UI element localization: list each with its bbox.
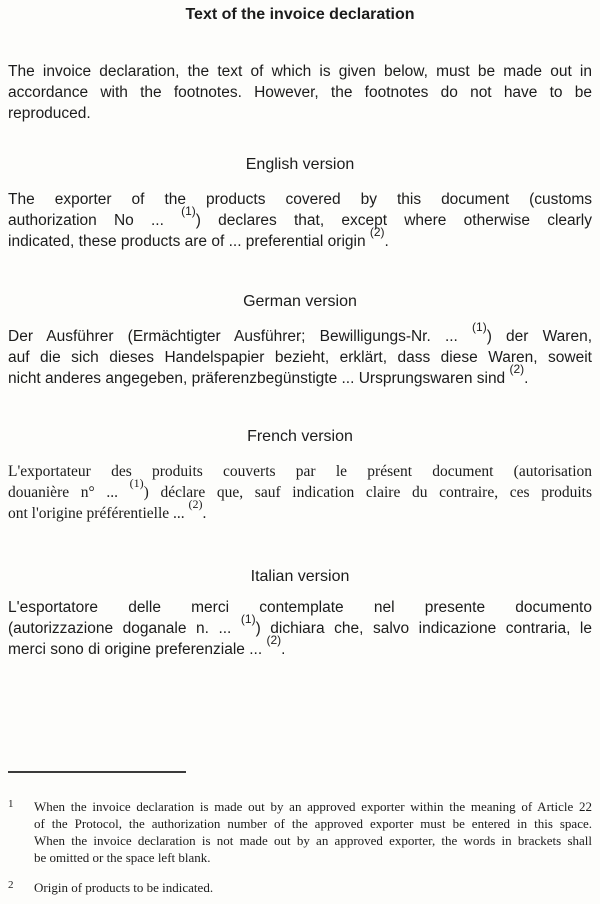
text-segment: . xyxy=(281,641,286,658)
footnote-ref: (2) xyxy=(266,632,282,647)
footnote-ref: (2) xyxy=(188,496,203,511)
italian-version-paragraph xyxy=(8,597,592,660)
text-segment: merci sono di origine preferenziale ... xyxy=(8,641,267,658)
text-segment: ) dichiara che, salvo indicazione contraria, le xyxy=(255,620,592,637)
text-line: accordance with the footnotes. However, the footnotes do not have to be xyxy=(8,84,592,101)
italian-version-heading: Italian version xyxy=(250,568,350,585)
footnote-ref: (1) xyxy=(129,475,144,490)
text-segment: nicht anderes angegeben, präferenzbegünstigte ... Ursprungswaren sind xyxy=(8,370,510,387)
text-segment: . xyxy=(202,505,207,522)
text-line xyxy=(8,224,592,252)
text-segment: L'esportatore delle merci contemplate nel presente documento xyxy=(8,599,592,616)
french-version-paragraph xyxy=(8,461,592,524)
section-italian-version xyxy=(8,567,592,660)
footnote-ref: (1) xyxy=(240,611,256,626)
text-line xyxy=(8,203,592,231)
text-line xyxy=(8,611,592,639)
text-segment: . xyxy=(524,370,529,387)
text-line: reproduced. xyxy=(8,105,91,122)
text-line xyxy=(8,319,592,347)
text-segment: Der Ausführer (Ermächtigter Ausführer; Bewilligungs-Nr. ... xyxy=(8,328,473,345)
text-segment: douanière n° ... xyxy=(8,484,130,501)
text-line xyxy=(8,461,592,482)
footnote-1-marker: 1 xyxy=(8,798,14,810)
page-title: Text of the invoice declaration xyxy=(185,6,415,23)
text-segment: . xyxy=(384,233,389,250)
text-segment: The exporter of the products covered by this document (customs xyxy=(8,191,592,208)
footnote-ref: (1) xyxy=(181,203,196,218)
german-version-paragraph xyxy=(8,319,592,389)
text-line: The invoice declaration, the text of which is given below, must be made out in xyxy=(8,63,592,80)
footnote-2-marker: 2 xyxy=(8,879,14,891)
text-segment: (autorizzazione doganale n. ... xyxy=(8,620,241,637)
english-version-heading: English version xyxy=(245,156,355,173)
intro-paragraph xyxy=(8,61,592,124)
footnote-1 xyxy=(8,798,592,866)
section-english-version xyxy=(8,155,592,252)
footnote-ref: (2) xyxy=(509,361,525,376)
text-line xyxy=(8,632,592,660)
text-segment: authorization No ... xyxy=(8,212,182,229)
footnote-ref: (1) xyxy=(472,319,487,334)
text-line: Origin of products to be indicated. xyxy=(34,880,214,895)
text-segment: ) declares that, except where otherwise clearly xyxy=(195,212,592,229)
section-french-version xyxy=(8,427,592,524)
footnote-ref: (2) xyxy=(369,224,385,239)
text-line xyxy=(8,597,592,618)
text-segment: indicated, these products are of ... preferential origin xyxy=(8,233,370,250)
section-german-version xyxy=(8,292,592,389)
text-line: of the Protocol, the authorization number of the approved exporter must be entered in this space. xyxy=(34,816,592,831)
text-line: When the invoice declaration is made out by an approved exporter within the meaning of Article 22 xyxy=(34,799,592,814)
footnote-separator-rule xyxy=(8,771,186,773)
text-line: be omitted or the space left blank. xyxy=(34,850,211,865)
text-segment: ont l'origine préférentielle ... xyxy=(8,505,189,522)
text-segment: auf die sich dieses Handelspapier bezieht, erklärt, dass diese Waren, soweit xyxy=(8,349,592,366)
footnote-2-text xyxy=(34,879,592,896)
footnote-2 xyxy=(8,879,592,896)
text-line xyxy=(8,189,592,210)
footnote-1-text xyxy=(34,798,592,866)
french-version-heading: French version xyxy=(247,428,353,445)
text-line: When the invoice declaration is not made out by an approved exporter, the words in brackets shall xyxy=(34,833,592,848)
german-version-heading: German version xyxy=(243,293,357,310)
text-segment: ) der Waren, xyxy=(486,328,592,345)
english-version-paragraph xyxy=(8,189,592,252)
text-segment: ) déclare que, sauf indication claire du contraire, ces produits xyxy=(143,484,592,501)
text-line xyxy=(8,361,592,389)
text-line xyxy=(8,496,592,524)
text-line xyxy=(8,347,592,368)
text-line xyxy=(8,475,592,503)
text-segment: L'exportateur des produits couverts par le présent document (autorisation xyxy=(8,463,592,480)
